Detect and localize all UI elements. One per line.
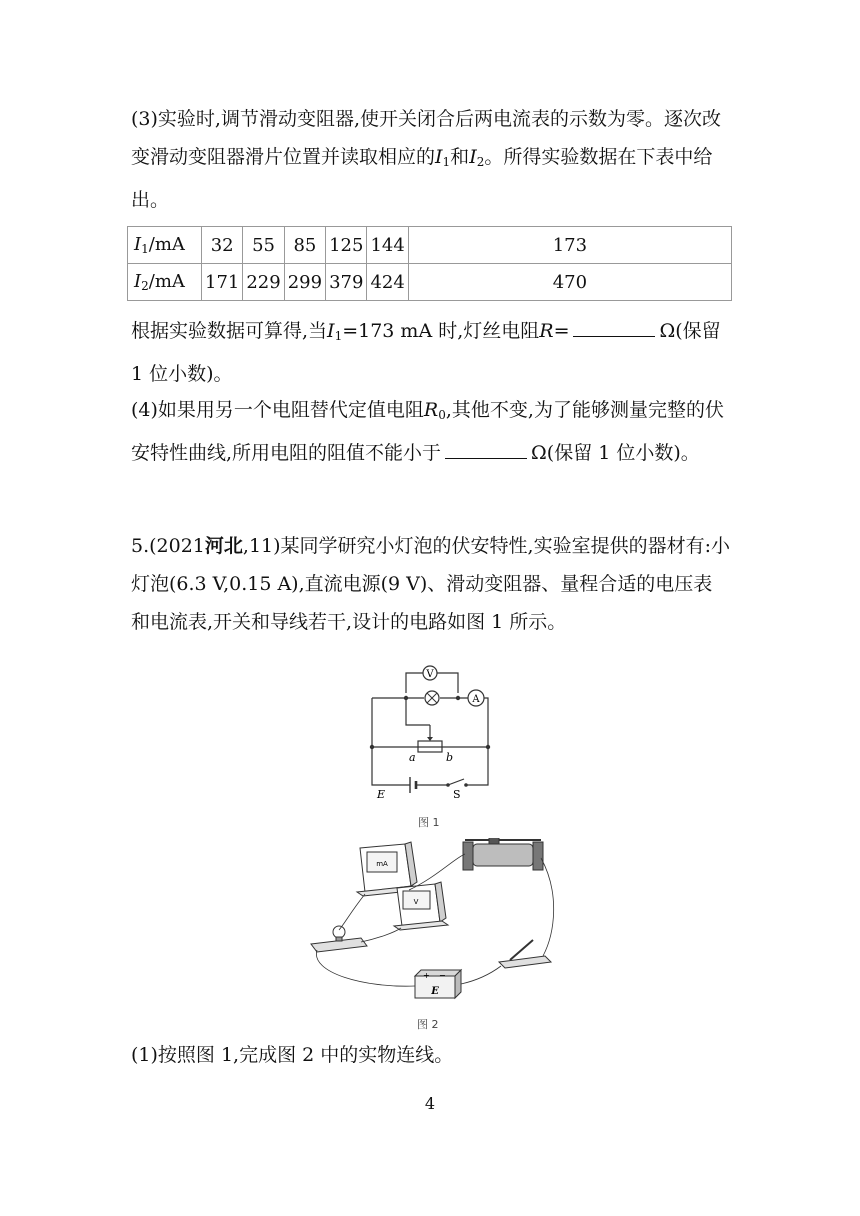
milliammeter-label: mA [376, 860, 388, 868]
point-b-label: b [446, 751, 454, 764]
ammeter-label: A [472, 694, 480, 705]
table-cell: 171 [202, 264, 243, 301]
figure1-caption: 图 1 [418, 816, 440, 829]
page-number: 4 [424, 1094, 436, 1113]
row2-header: $I_2/mA$ [128, 264, 202, 301]
q5-1-paragraph: (1)按照图 1,完成图 2 中的实物连线。 [131, 1044, 454, 1066]
answer-blank[interactable] [445, 440, 527, 459]
table-cell: 125 [326, 227, 367, 264]
table-cell: 299 [284, 264, 325, 301]
switch-label: S [453, 788, 461, 800]
table-cell: 55 [243, 227, 284, 264]
battery-label: E [377, 788, 386, 800]
battery-plus-label: + [423, 971, 430, 980]
table-cell: 229 [243, 264, 284, 301]
q3-paragraph: (3)实验时,调节滑动变阻器,使开关闭合后两电流表的示数为零。逐次改变滑动变阻器滑片位置并读取相应的$I_1$和$I_2$。所得实验数据在下表中给出。 [131, 108, 721, 211]
calc-paragraph: 根据实验数据可算得,当$I_1=173$ mA 时,灯丝电阻R= Ω(保留 1 位小数)。 [131, 320, 721, 385]
apparatus-diagram [305, 838, 560, 1008]
figure2-caption: 图 2 [417, 1018, 439, 1031]
table-row [128, 227, 732, 264]
data-table [127, 226, 732, 301]
point-a-label: a [409, 751, 416, 764]
table-cell: 85 [284, 227, 325, 264]
answer-blank[interactable] [573, 318, 655, 337]
table-cell: 32 [202, 227, 243, 264]
circuit-diagram [360, 655, 500, 800]
row1-header: $I_1/mA$ [128, 227, 202, 264]
voltmeter-device-label: V [413, 898, 419, 906]
q4-paragraph: (4)如果用另一个电阻替代定值电阻$R_0$,其他不变,为了能够测量完整的伏安特性曲线,所用电阻的阻值不能小于 Ω(保留 1 位小数)。 [131, 399, 724, 464]
voltmeter-label: V [426, 669, 434, 680]
battery-device-label: E [431, 986, 439, 997]
table-cell: 424 [367, 264, 408, 301]
q5-paragraph: 5.(2021河北,11)某同学研究小灯泡的伏安特性,实验室提供的器材有:小灯泡(6.3 V,0.15 A),直流电源(9 V)、滑动变阻器、量程合适的电压表和电流表,开关和导线若干,设计的电路如图 1 所示。 [131, 535, 730, 633]
battery-minus-label: − [439, 971, 446, 980]
table-row [128, 264, 732, 301]
table-cell: 144 [367, 227, 408, 264]
table-cell: 470 [408, 264, 731, 301]
table-cell: 173 [408, 227, 731, 264]
table-cell: 379 [326, 264, 367, 301]
